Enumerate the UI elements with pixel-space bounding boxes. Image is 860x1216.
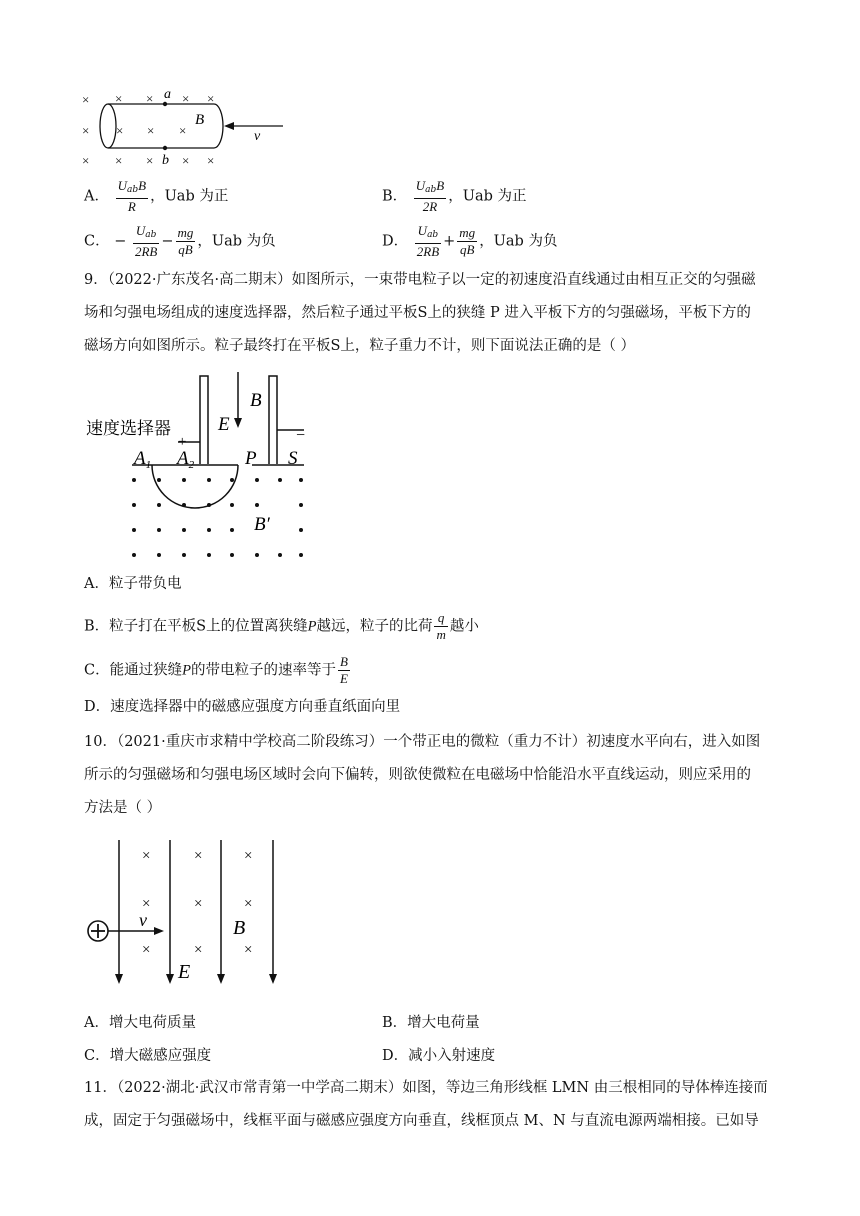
cross-mark: × bbox=[194, 896, 203, 912]
cross-mark: × bbox=[82, 153, 90, 168]
label-A2: $A_2$ bbox=[177, 448, 195, 471]
q9-stem: 9．（2022·广东茂名·高二期末）如图所示，一束带电粒子以一定的初速度沿直线通过由相互正交的匀强磁 场和匀强电场组成的速度选择器，然后粒子通过平板S上的狭缝 P 进入平板下方的匀强磁场，平板下方的 磁场方向如图所示。粒子最终打在平板S上，粒子重力不计，则下面说法正确的是（ ） bbox=[84, 272, 756, 354]
q8-figure-cylinder bbox=[78, 82, 298, 170]
label-P: P bbox=[245, 448, 257, 469]
cross-mark: × bbox=[82, 92, 90, 107]
cross-mark: × bbox=[142, 896, 151, 912]
label-plus: + bbox=[178, 434, 187, 450]
q9-figure-velocity-selector bbox=[82, 372, 322, 568]
q9-option-b[interactable]: B．粒子打在平板S上的位置离狭缝P越远，粒子的比荷 $\frac{q}{m}$ 越小 bbox=[84, 610, 479, 642]
cross-mark: × bbox=[244, 848, 253, 864]
q8-option-b[interactable]: B． $\frac{U_{ab}B}{2R}$ ，Uab 为正 bbox=[382, 178, 527, 214]
cross-mark: × bbox=[142, 848, 151, 864]
q10-figure-em-field bbox=[84, 836, 284, 986]
q10-option-d[interactable]: D．减小入射速度 bbox=[382, 1048, 496, 1064]
label-a: a bbox=[164, 87, 171, 102]
cross-mark: × bbox=[207, 153, 215, 168]
label-E: E bbox=[218, 414, 230, 435]
fraction: $\frac{mg}{qB}$ bbox=[177, 225, 194, 257]
q10-option-c[interactable]: C．增大磁感应强度 bbox=[84, 1048, 212, 1064]
q10-option-b[interactable]: B．增大电荷量 bbox=[382, 1015, 480, 1031]
cross-mark: × bbox=[146, 91, 154, 106]
fraction: $\frac{q}{m}$ bbox=[436, 610, 446, 642]
cross-mark: × bbox=[244, 942, 253, 958]
cross-mark: × bbox=[116, 123, 124, 138]
field-dots bbox=[132, 478, 303, 557]
cross-mark: × bbox=[244, 896, 253, 912]
label-field-B: B bbox=[195, 112, 205, 128]
cross-mark: × bbox=[182, 91, 190, 106]
label-minus: − bbox=[296, 427, 306, 444]
fraction: $\frac{U_{ab}B}{R}$ bbox=[117, 178, 147, 214]
q9-option-a[interactable]: A．粒子带负电 bbox=[84, 576, 182, 592]
cross-mark: × bbox=[82, 123, 90, 138]
label-B: B bbox=[233, 917, 246, 939]
q10-option-a[interactable]: A．增大电荷质量 bbox=[84, 1015, 196, 1031]
cross-mark: × bbox=[115, 153, 123, 168]
cross-mark: × bbox=[194, 848, 203, 864]
fraction: $\frac{B}{E}$ bbox=[339, 654, 348, 686]
fraction: $\frac{U_{ab}B}{2R}$ bbox=[415, 178, 445, 214]
fraction: $\frac{U_{ab}}{2RB}$ bbox=[416, 223, 440, 259]
label-v: v bbox=[139, 910, 147, 930]
label-B: B bbox=[250, 390, 262, 411]
cross-mark: × bbox=[179, 123, 187, 138]
q10-stem: 10．（2021·重庆市求精中学校高二阶段练习）一个带正电的微粒（重力不计）初速度水平向右，进入如图 所示的匀强磁场和匀强电场区域时会向下偏转，则欲使微粒在电磁场中恰能沿水平直线运动，则应采用的 方法是（ ） bbox=[84, 734, 761, 816]
label-S: S bbox=[288, 448, 298, 469]
label-selector: 速度选择器 bbox=[86, 419, 171, 438]
q8-option-c[interactable]: C． − $\frac{U_{ab}}{2RB}$ − $\frac{mg}{qB}$ ，Uab 为负 bbox=[84, 223, 276, 259]
cross-mark: × bbox=[194, 942, 203, 958]
fraction: $\frac{mg}{qB}$ bbox=[459, 225, 476, 257]
label-b: b bbox=[162, 153, 169, 168]
q9-option-c[interactable]: C．能通过狭缝P的带电粒子的速率等于 $\frac{B}{E}$ bbox=[84, 654, 348, 686]
q8-option-d[interactable]: D． $\frac{U_{ab}}{2RB}$ + $\frac{mg}{qB}$ ，Uab 为负 bbox=[382, 223, 558, 259]
label-E: E bbox=[178, 961, 191, 983]
cross-mark: × bbox=[142, 942, 151, 958]
label-v: v bbox=[254, 129, 261, 144]
q8-option-a[interactable]: A． $\frac{U_{ab}B}{R}$ ，Uab 为正 bbox=[84, 178, 229, 214]
label-A1: $A_1$ bbox=[134, 448, 152, 471]
q11-stem: 11．（2022·湖北·武汉市常青第一中学高二期末）如图，等边三角形线框 LMN 由三根相同的导体棒连接而 成，固定于匀强磁场中，线框平面与磁感应强度方向垂直，线框顶点 M、N 与直流电源两端相接。已如导 bbox=[84, 1080, 768, 1129]
cross-mark: × bbox=[182, 153, 190, 168]
cross-mark: × bbox=[207, 91, 215, 106]
label-B-prime: B′ bbox=[254, 514, 270, 535]
fraction: $\frac{U_{ab}}{2RB}$ bbox=[134, 223, 158, 259]
cross-mark: × bbox=[146, 153, 154, 168]
cross-mark: × bbox=[147, 123, 155, 138]
q9-option-d[interactable]: D．速度选择器中的磁感应强度方向垂直纸面向里 bbox=[84, 699, 401, 715]
cross-mark: × bbox=[115, 91, 123, 106]
